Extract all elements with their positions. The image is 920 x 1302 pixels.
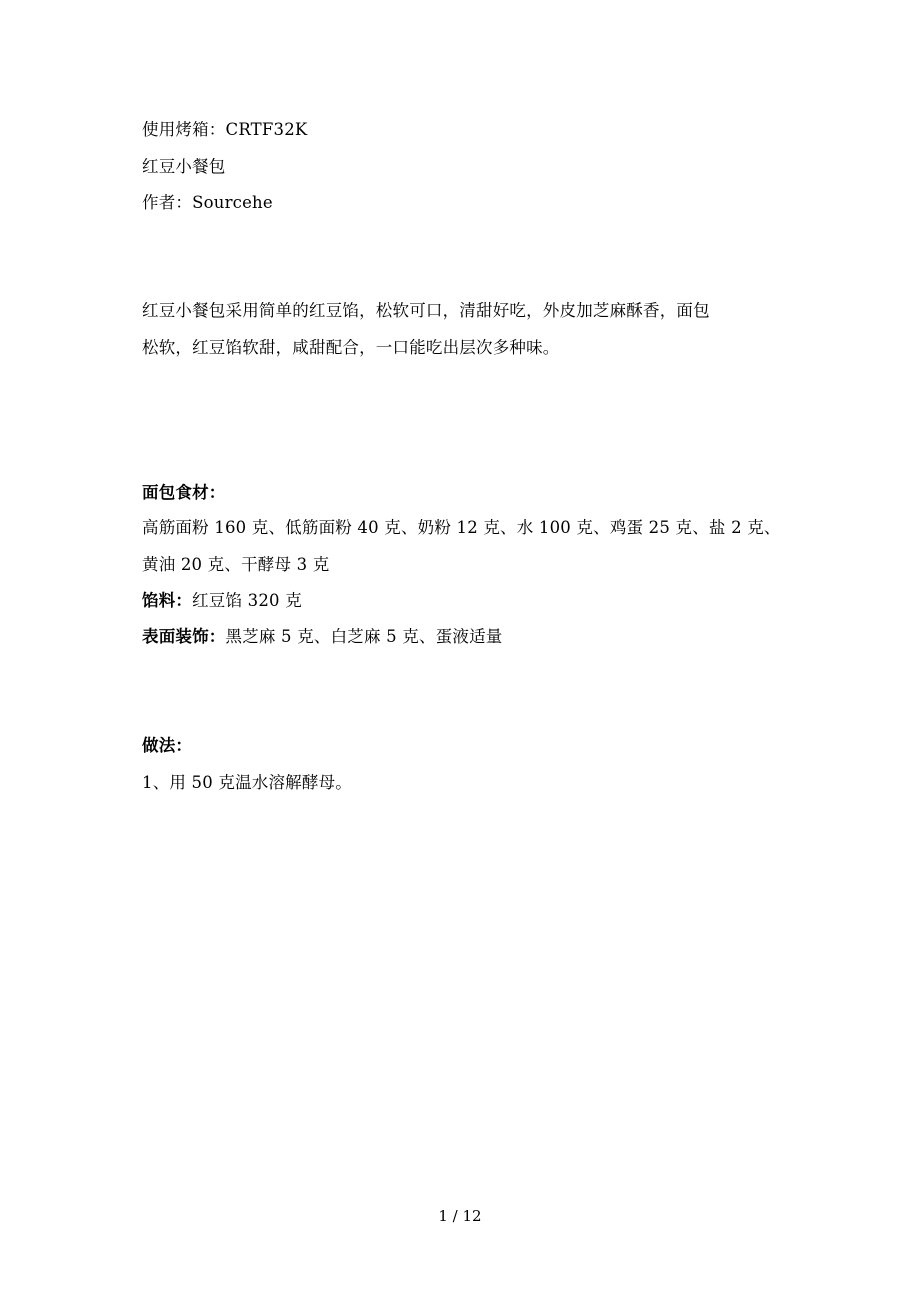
method-heading: 做法： [142, 736, 193, 755]
bread-ingredients-heading: 面包食材： [142, 483, 226, 502]
intro-paragraph-line-1: 红豆小餐包采用简单的红豆馅，松软可口，清甜好吃，外皮加芝麻酥香，面包 [142, 301, 710, 320]
bread-ingredients-line-1: 高筋面粉 160 克、低筋面粉 40 克、奶粉 12 克、水 100 克、鸡蛋 25 克、盐 2 克、 [142, 518, 781, 537]
page-number: 1 / 12 [438, 1207, 482, 1225]
intro-paragraph-line-2: 松软，红豆馅软甜，咸甜配合，一口能吃出层次多种味。 [142, 338, 560, 357]
recipe-title: 红豆小餐包 [142, 157, 226, 176]
topping-label: 表面装饰： [142, 627, 226, 646]
author-line: 作者：Sourcehe [142, 193, 273, 212]
oven-model: 使用烤箱：CRTF32K [142, 120, 308, 139]
filling-line [142, 590, 302, 612]
bread-ingredients-line-2: 黄油 20 克、干酵母 3 克 [142, 555, 330, 574]
method-step-1: 1、用 50 克温水溶解酵母。 [142, 773, 352, 792]
filling-label: 馅料： [142, 591, 193, 610]
topping-value: 黑芝麻 5 克、白芝麻 5 克、蛋液适量 [225, 627, 503, 646]
filling-value: 红豆馅 320 克 [192, 591, 302, 610]
topping-line [142, 626, 502, 648]
